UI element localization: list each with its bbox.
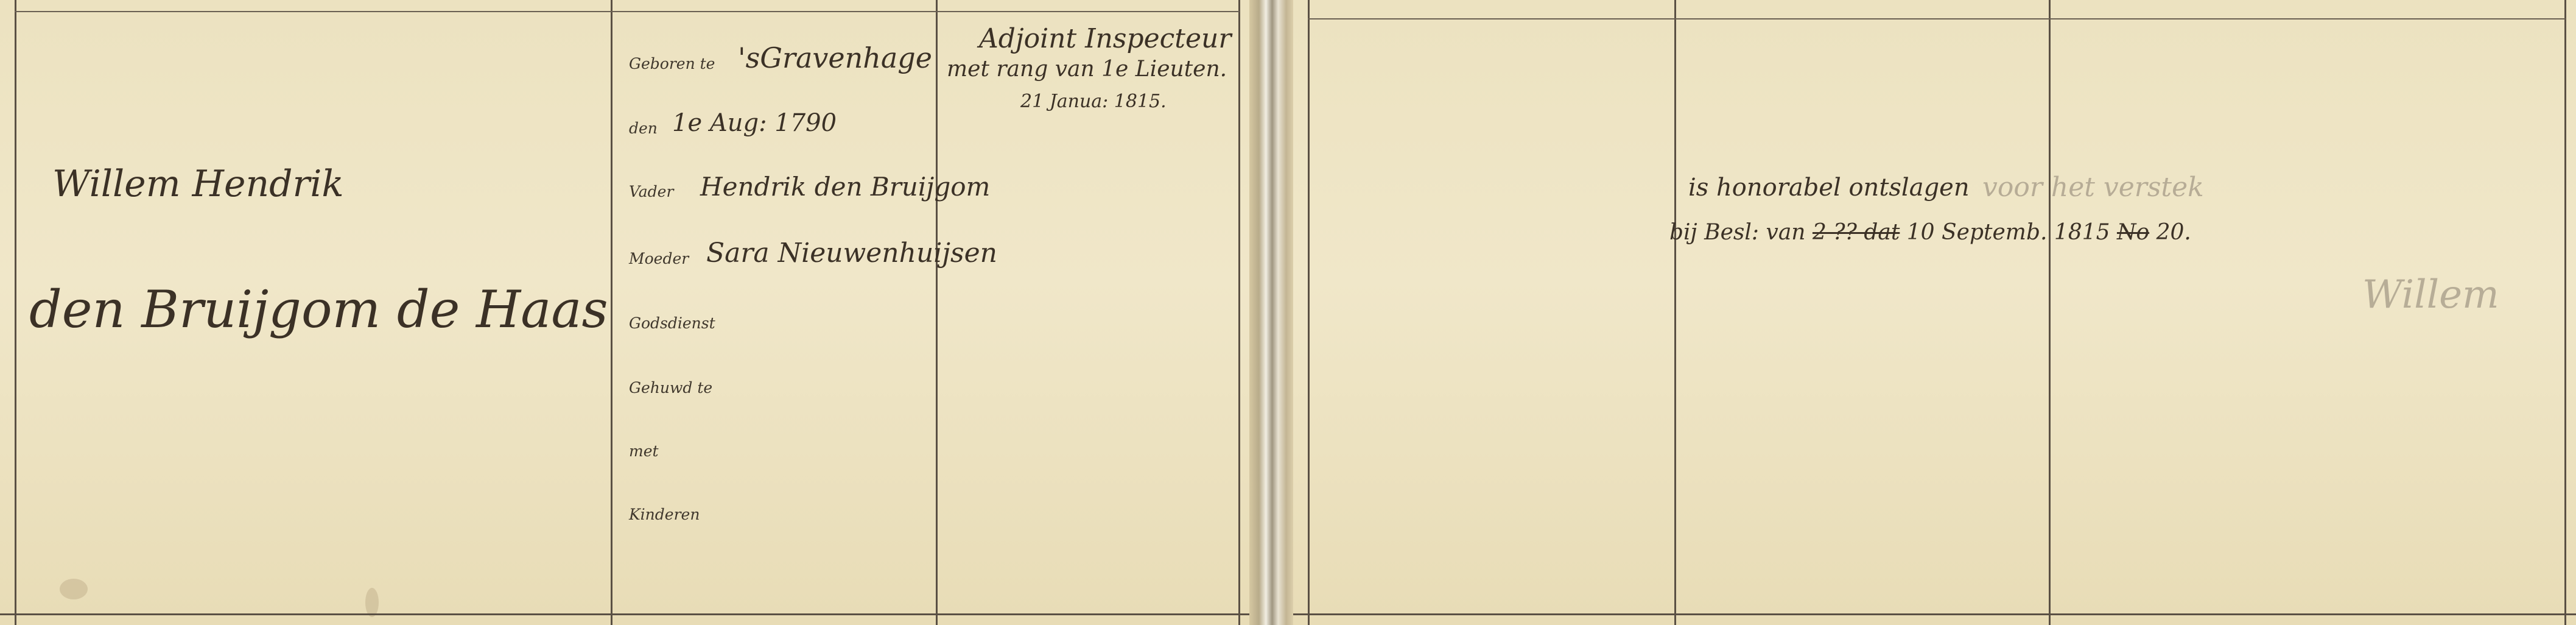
struck-number: No [2116,220,2150,245]
bleed-through-text: Willem [2362,272,2499,317]
row-rule [15,11,1240,12]
birth-date: 1e Aug: 1790 [672,109,837,137]
decision-reference [1669,222,2191,244]
column-rule [1674,0,1676,625]
decision-date: 10 Septemb. 1815 [1906,220,2110,245]
mother-name: Sara Nieuwenhuijsen [706,238,997,269]
date-label: den [629,119,658,137]
married-label: Gehuwd te [629,379,713,397]
decision-prefix: bij Besl: van [1669,220,1806,245]
discharge-note-faint: voor het verstek [1982,172,2204,203]
given-names: Willem Hendrik [52,163,344,205]
book-gutter [1249,0,1293,625]
father-name: Hendrik den Bruijgom [700,172,991,202]
rank-grade: met rang van 1e Lieuten. [947,57,1227,82]
column-rule [2049,0,2051,625]
mother-label: Moeder [629,250,689,267]
column-rule [936,0,938,625]
children-label: Kinderen [629,506,700,523]
column-rule [1308,0,1310,625]
column-rule [1238,0,1240,625]
ink-stain [365,588,379,617]
column-rule [2564,0,2566,625]
birth-place: 'sGravenhage [738,41,932,74]
discharge-note: is honorabel ontslagen [1688,174,1970,202]
religion-label: Godsdienst [629,314,715,332]
born-label: Geboren te [629,55,715,72]
row-rule [0,613,1249,615]
column-rule [611,0,612,625]
ink-stain [60,579,88,599]
father-label: Vader [629,183,674,200]
struck-text: 2 ?? dat [1812,220,1900,245]
decision-number: 20. [2156,220,2191,245]
surname: den Bruijgom de Haas [29,280,608,339]
row-rule [1308,18,2566,19]
row-rule [1293,613,2576,615]
rank-date: 21 Janua: 1815. [1020,91,1167,112]
column-rule [15,0,16,625]
with-label: met [629,442,659,460]
rank-title: Adjoint Inspecteur [979,23,1232,54]
